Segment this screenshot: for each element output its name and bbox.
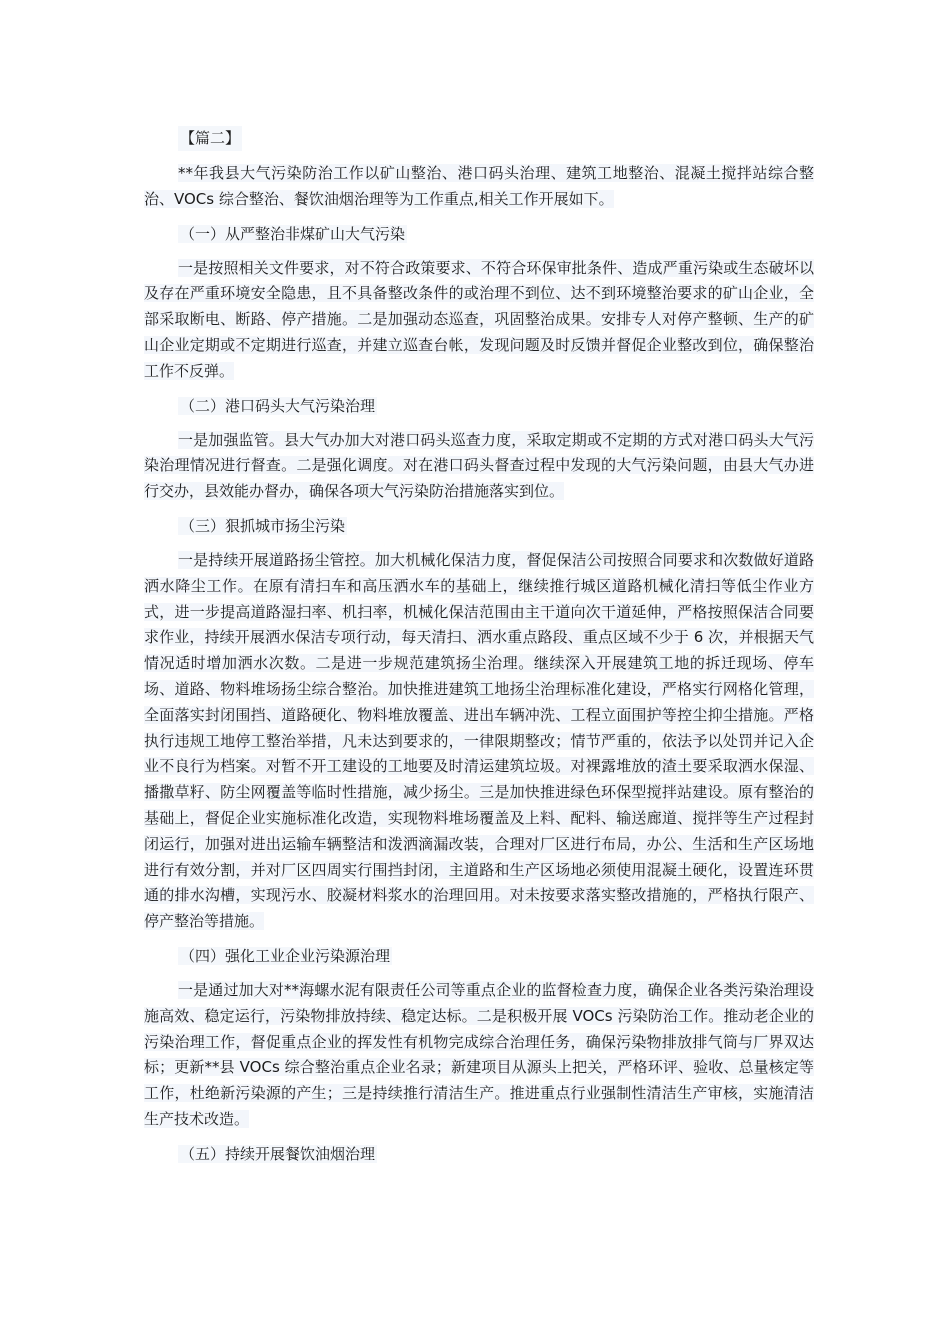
section-heading-2	[178, 394, 814, 419]
section-body-3	[144, 548, 814, 935]
section-body-4-text: 一是通过加大对**海螺水泥有限责任公司等重点企业的监督检查力度，确保企业各类污染治理设施高效、稳定运行，污染物排放持续、稳定达标。二是积极开展 VOCs 污染防治工作。推动老企业的污染治理工作，督促重点企业的挥发性有机物完成综合治理任务，确保污染物排放排气筒与厂界双达标；更新**县 VOCs 综合整治重点企业名录；新建项目从源头上把关，严格环评、验收、总量核定等工作，杜绝新污染源的产生；三是持续推行清洁生产。推进重点行业强制性清洁生产审核，实施清洁生产技术改造。	[144, 980, 814, 1128]
section-heading-1-text: （一）从严整治非煤矿山大气污染	[180, 224, 406, 243]
section-heading-2-text: （二）港口码头大气污染治理	[180, 396, 376, 415]
section-heading-5-text: （五）持续开展餐饮油烟治理	[180, 1144, 376, 1163]
intro-text: **年我县大气污染防治工作以矿山整治、港口码头治理、建筑工地整治、混凝土搅拌站综合整治、VOCs 综合整治、餐饮油烟治理等为工作重点,相关工作开展如下。	[144, 164, 814, 208]
section-heading-1	[178, 222, 814, 247]
section-body-1	[144, 256, 814, 385]
section-heading-3	[178, 514, 814, 539]
section-body-4	[144, 978, 814, 1133]
section-body-1-text: 一是按照相关文件要求，对不符合政策要求、不符合环保审批条件、造成严重污染或生态破坏以及存在严重环境安全隐患，且不具备整改条件的或治理不到位、达不到环境整治要求的矿山企业，全部采取断电、断路、停产措施。二是加强动态巡查，巩固整治成果。安排专人对停产整顿、生产的矿山企业定期或不定期进行巡查，并建立巡查台帐，发现问题及时反馈并督促企业整改到位，确保整治工作不反弹。	[144, 258, 814, 380]
document-content	[144, 126, 814, 1176]
section-heading-3-text: （三）狠抓城市扬尘污染	[180, 516, 346, 535]
section-body-3-text: 一是持续开展道路扬尘管控。加大机械化保洁力度，督促保洁公司按照合同要求和次数做好道路洒水降尘工作。在原有清扫车和高压洒水车的基础上，继续推行城区道路机械化清扫等低尘作业方式，进一步提高道路湿扫率、机扫率，机械化保洁范围由主干道向次干道延伸，严格按照保洁合同要求作业，持续开展洒水保洁专项行动，每天清扫、洒水重点路段、重点区域不少于 6 次，并根据天气情况适时增加洒水次数。二是进一步规范建筑扬尘治理。继续深入开展建筑工地的拆迁现场、停车场、道路、物料堆场扬尘综合整治。加快推进建筑工地扬尘治理标准化建设，严格实行网格化管理，全面落实封闭围挡、道路硬化、物料堆放覆盖、进出车辆冲洗、工程立面围护等控尘抑尘措施。严格执行违规工地停工整治举措，凡未达到要求的，一律限期整改；情节严重的，依法予以处罚并记入企业不良行为档案。对暂不开工建设的工地要及时清运建筑垃圾。对裸露堆放的渣土要采取洒水保湿、播撒草籽、防尘网覆盖等临时性措施，减少扬尘。三是加快推进绿色环保型搅拌站建设。原有整治的基础上，督促企业实施标准化改造，实现物料堆场覆盖及上料、配料、输送廊道、搅拌等生产过程封闭运行，加强对进出运输车辆整洁和泼洒滴漏改装，合理对厂区进行布局，办公、生活和生产区场地进行有效分割，并对厂区四周实行围挡封闭，主道路和生产区场地必须使用混凝土硬化，设置连环贯通的排水沟槽，实现污水、胶凝材料浆水的治理回用。对未按要求落实整改措施的，严格执行限产、停产整治等措施。	[144, 550, 814, 931]
document-title: 【篇二】	[178, 126, 242, 151]
section-body-2-text: 一是加强监管。县大气办加大对港口码头巡查力度，采取定期或不定期的方式对港口码头大气污染治理情况进行督查。二是强化调度。对在港口码头督查过程中发现的大气污染问题，由县大气办进行交办，县效能办督办，确保各项大气污染防治措施落实到位。	[144, 430, 814, 501]
section-body-2	[144, 428, 814, 505]
section-heading-4-text: （四）强化工业企业污染源治理	[180, 946, 391, 965]
section-heading-5	[178, 1142, 814, 1167]
section-heading-4	[178, 944, 814, 969]
intro-paragraph	[144, 161, 814, 213]
